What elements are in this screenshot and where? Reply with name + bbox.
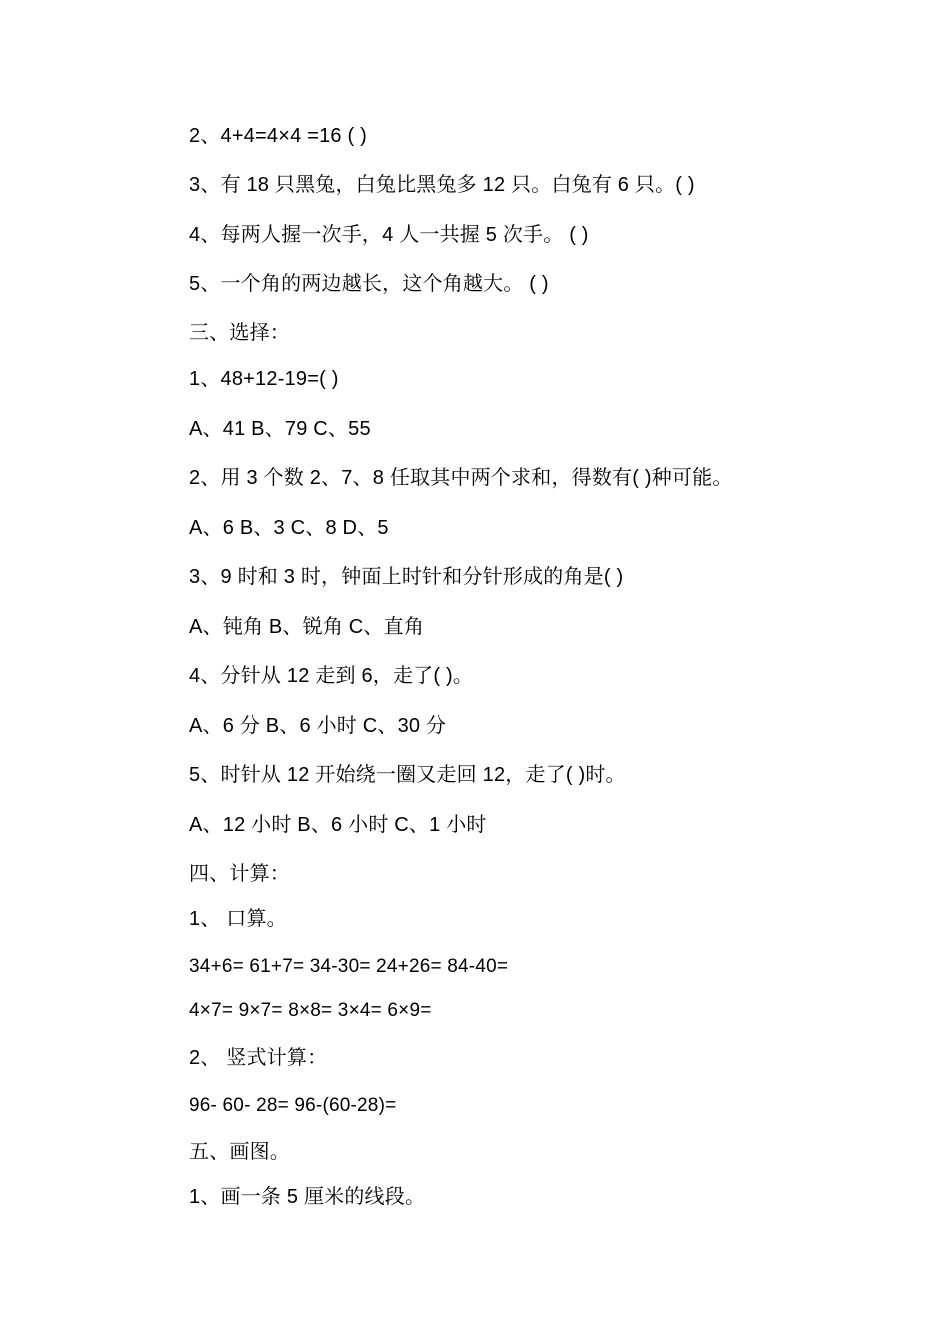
section-heading-choice: 三、选择：: [189, 322, 290, 344]
judge-item-2: 2、4+4=4×4 =16 ( ): [189, 125, 367, 147]
choice-options-1: A、41 B、79 C、55: [189, 418, 371, 440]
choice-question-3: 3、9 时和 3 时，钟面上时针和分针形成的角是( ): [189, 566, 624, 588]
oral-calculation-row-1: 34+6= 61+7= 34-30= 24+26= 84-40=: [189, 956, 509, 977]
judge-item-3: 3、有 18 只黑兔，白兔比黑兔多 12 只。白兔有 6 只。( ): [189, 174, 695, 196]
oral-calculation-row-2: 4×7= 9×7= 8×8= 3×4= 6×9=: [189, 1000, 432, 1021]
choice-question-5: 5、时针从 12 开始绕一圈又走回 12，走了( )时。: [189, 764, 626, 786]
choice-options-3: A、钝角 B、锐角 C、直角: [189, 616, 425, 638]
choice-options-5: A、12 小时 B、6 小时 C、1 小时: [189, 814, 487, 836]
section-heading-calculation: 四、计算：: [189, 863, 290, 885]
vertical-calculation-heading: 2、 竖式计算：: [189, 1047, 328, 1069]
choice-question-4: 4、分针从 12 走到 6，走了( )。: [189, 665, 474, 687]
oral-calculation-heading: 1、 口算。: [189, 908, 287, 930]
drawing-question-1: 1、画一条 5 厘米的线段。: [189, 1186, 426, 1208]
section-heading-drawing: 五、画图。: [189, 1141, 290, 1163]
judge-item-4: 4、每两人握一次手，4 人一共握 5 次手。 ( ): [189, 224, 589, 246]
vertical-calculation-row: 96- 60- 28= 96-(60-28)=: [189, 1095, 397, 1116]
choice-options-4: A、6 分 B、6 小时 C、30 分: [189, 715, 447, 737]
choice-options-2: A、6 B、3 C、8 D、5: [189, 517, 389, 539]
judge-item-5: 5、一个角的两边越长，这个角越大。 ( ): [189, 273, 549, 295]
choice-question-2: 2、用 3 个数 2、7、8 任取其中两个求和，得数有( )种可能。: [189, 467, 733, 489]
choice-question-1: 1、48+12-19=( ): [189, 368, 339, 390]
